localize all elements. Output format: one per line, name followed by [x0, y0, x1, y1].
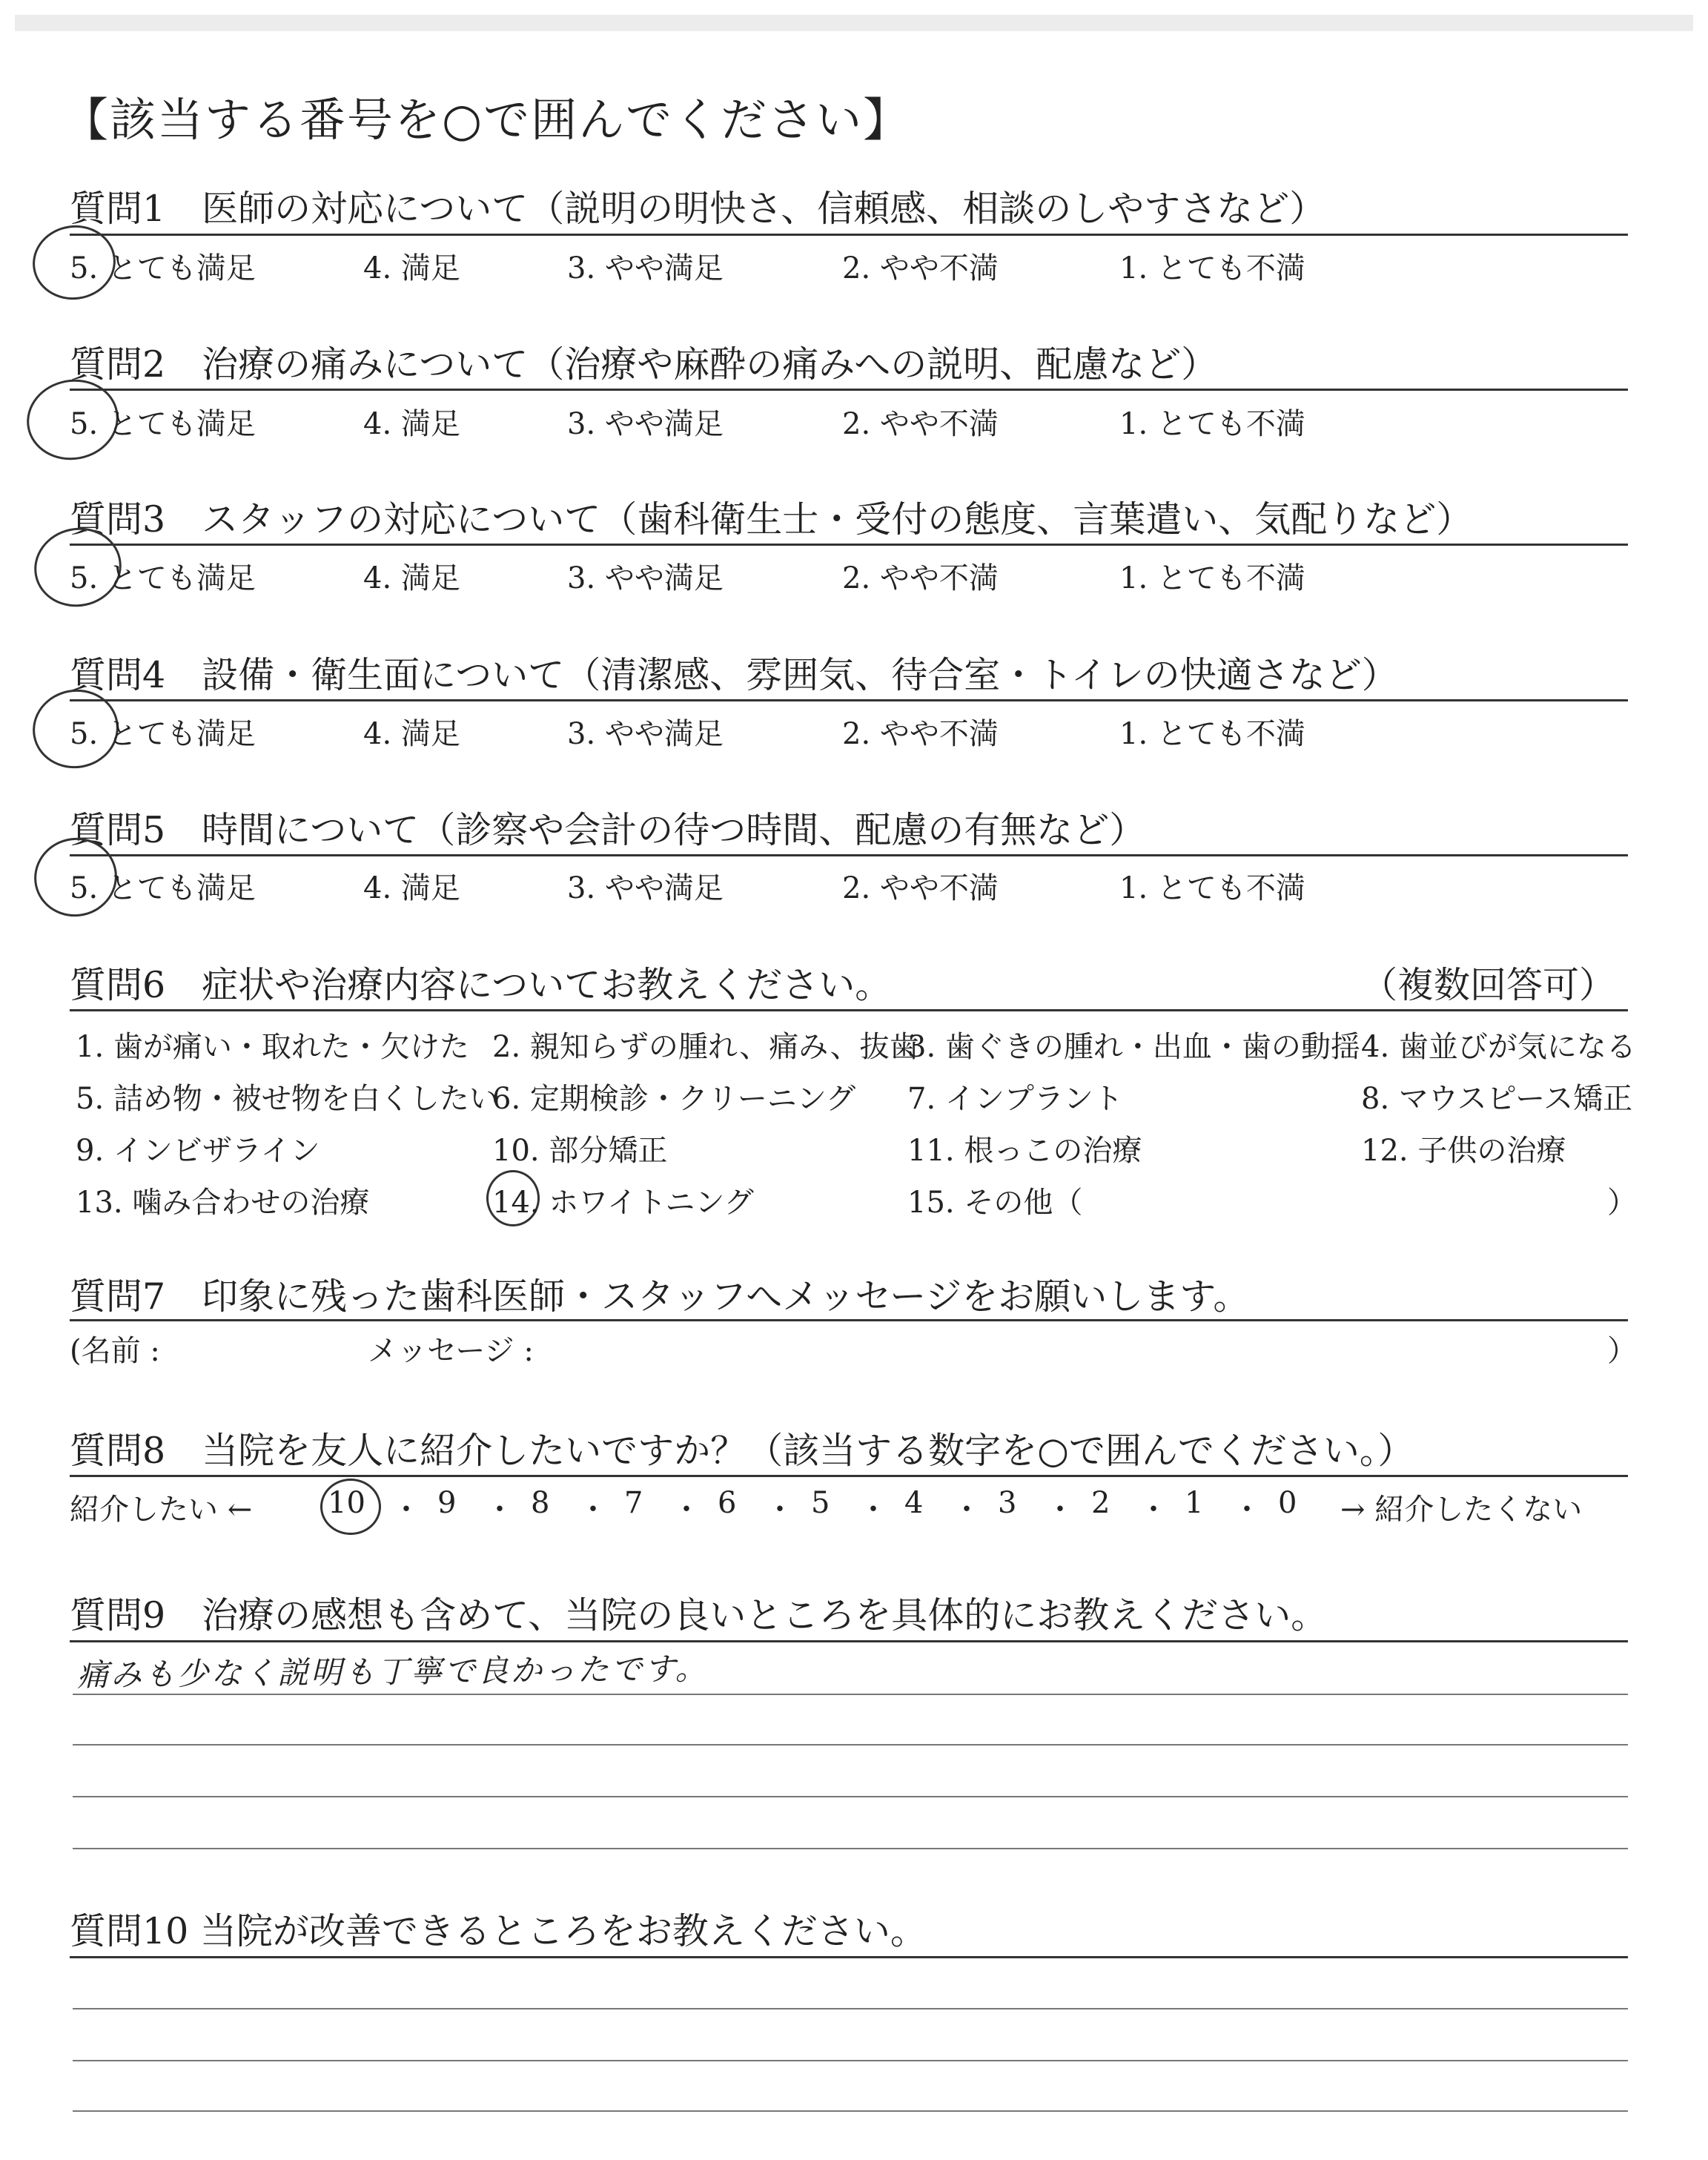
q4-option-4[interactable]: 4. 満足 — [363, 717, 460, 751]
q6-item-2[interactable]: 2. 親知らずの腫れ、痛み、抜歯 — [492, 1030, 919, 1064]
q8-dot: ・ — [1045, 1493, 1075, 1527]
question-9-label: 質問9 治療の感想も含めて、当院の良いところを具体的にお教えください。 — [70, 1594, 1328, 1636]
q3-option-1[interactable]: 1. とても不満 — [1119, 561, 1305, 595]
q6-item-5[interactable]: 5. 詰め物・被せ物を白くしたい — [76, 1082, 499, 1116]
q2-option-3[interactable]: 3. やや満足 — [567, 407, 724, 441]
q8-scale-6[interactable]: 6 — [718, 1486, 737, 1520]
q4-option-5[interactable]: 5. とても満足 — [70, 717, 256, 751]
q8-scale-2[interactable]: 2 — [1091, 1486, 1110, 1520]
answer-line — [73, 2060, 1628, 2061]
q6-item-4[interactable]: 4. 歯並びが気になる — [1361, 1030, 1636, 1064]
answer-line — [73, 1744, 1628, 1745]
q5-option-3[interactable]: 3. やや満足 — [567, 871, 724, 905]
q5-option-2[interactable]: 2. やや不満 — [842, 871, 999, 905]
question-7-rule — [70, 1319, 1628, 1321]
q5-option-1[interactable]: 1. とても不満 — [1119, 871, 1305, 905]
q8-scale-10[interactable]: 10 — [328, 1486, 365, 1520]
q1-option-3[interactable]: 3. やや満足 — [567, 251, 724, 285]
q8-dot: ・ — [1232, 1493, 1262, 1527]
question-6-rule — [70, 1009, 1628, 1011]
q6-item-6[interactable]: 6. 定期検診・クリーニング — [492, 1082, 856, 1116]
q8-scale-9[interactable]: 9 — [437, 1486, 457, 1520]
q6-item-15-close: ） — [1607, 1186, 1637, 1220]
q2-option-2[interactable]: 2. やや不満 — [842, 407, 999, 441]
question-2-label: 質問2 治療の痛みについて（治療や麻酔の痛みへの説明、配慮など） — [70, 343, 1218, 386]
question-2-rule — [70, 389, 1628, 391]
q8-left-label: 紹介したい ← — [70, 1493, 253, 1527]
q8-right-label: → 紹介したくない — [1340, 1493, 1583, 1527]
question-6-label: 質問6 症状や治療内容についてお教えください。 — [70, 964, 892, 1006]
q2-option-5[interactable]: 5. とても満足 — [70, 407, 256, 441]
q3-option-5[interactable]: 5. とても満足 — [70, 561, 256, 595]
q6-item-1[interactable]: 1. 歯が痛い・取れた・欠けた — [76, 1030, 469, 1064]
question-6-note: （複数回答可） — [1361, 964, 1616, 1006]
q1-option-5[interactable]: 5. とても満足 — [70, 251, 256, 285]
q6-item-10[interactable]: 10. 部分矯正 — [492, 1134, 668, 1168]
question-8-rule — [70, 1475, 1628, 1477]
question-8-label: 質問8 当院を友人に紹介したいですか？（該当する数字を○で囲んでください。） — [70, 1430, 1414, 1472]
q8-dot: ・ — [952, 1493, 982, 1527]
q8-dot: ・ — [672, 1493, 701, 1527]
q6-item-9[interactable]: 9. インビザライン — [76, 1134, 320, 1168]
q2-option-4[interactable]: 4. 満足 — [363, 407, 460, 441]
question-1-rule — [70, 234, 1628, 236]
question-1-label: 質問1 医師の対応について（説明の明快さ、信頼感、相談のしやすさなど） — [70, 188, 1326, 230]
q3-option-2[interactable]: 2. やや不満 — [842, 561, 999, 595]
q1-option-1[interactable]: 1. とても不満 — [1119, 251, 1305, 285]
q7-name-label: (名前 : — [70, 1334, 160, 1368]
q1-option-4[interactable]: 4. 満足 — [363, 251, 460, 285]
question-7-label: 質問7 印象に残った歯科医師・スタッフへメッセージをお願いします。 — [70, 1275, 1250, 1318]
q8-dot: ・ — [578, 1493, 608, 1527]
q4-option-2[interactable]: 2. やや不満 — [842, 717, 999, 751]
answer-line — [73, 1848, 1628, 1849]
q8-scale-1[interactable]: 1 — [1185, 1486, 1204, 1520]
q8-dot: ・ — [391, 1493, 421, 1527]
q7-message-label: メッセージ : — [368, 1334, 534, 1368]
question-9-rule — [70, 1640, 1628, 1642]
q6-item-11[interactable]: 11. 根っこの治療 — [907, 1134, 1142, 1168]
answer-line — [73, 1694, 1628, 1695]
answer-line — [73, 2008, 1628, 2009]
q8-scale-8[interactable]: 8 — [531, 1486, 550, 1520]
q6-item-3[interactable]: 3. 歯ぐきの腫れ・出血・歯の動揺 — [907, 1030, 1360, 1064]
question-10-rule — [70, 1956, 1628, 1958]
q7-close: ） — [1607, 1334, 1637, 1368]
q2-option-1[interactable]: 1. とても不満 — [1119, 407, 1305, 441]
q8-scale-3[interactable]: 3 — [998, 1486, 1017, 1520]
answer-line — [73, 2110, 1628, 2112]
q5-option-5[interactable]: 5. とても満足 — [70, 871, 256, 905]
question-10-label: 質問10 当院が改善できるところをお教えください。 — [70, 1910, 927, 1952]
question-3-rule — [70, 544, 1628, 546]
q5-option-4[interactable]: 4. 満足 — [363, 871, 460, 905]
answer-line — [73, 1796, 1628, 1797]
q3-option-3[interactable]: 3. やや満足 — [567, 561, 724, 595]
q8-scale-7[interactable]: 7 — [624, 1486, 643, 1520]
q4-option-1[interactable]: 1. とても不満 — [1119, 717, 1305, 751]
q8-scale-5[interactable]: 5 — [811, 1486, 830, 1520]
q8-dot: ・ — [765, 1493, 795, 1527]
q8-dot: ・ — [858, 1493, 888, 1527]
q6-item-8[interactable]: 8. マウスピース矯正 — [1361, 1082, 1633, 1116]
question-4-rule — [70, 699, 1628, 701]
question-5-label: 質問5 時間について（診察や会計の待つ時間、配慮の有無など） — [70, 809, 1146, 851]
q6-item-12[interactable]: 12. 子供の治療 — [1361, 1134, 1566, 1168]
q1-option-2[interactable]: 2. やや不満 — [842, 251, 999, 285]
question-4-label: 質問4 設備・衛生面について（清潔感、雰囲気、待合室・トイレの快適さなど） — [70, 654, 1398, 696]
q3-option-4[interactable]: 4. 満足 — [363, 561, 460, 595]
q8-scale-4[interactable]: 4 — [904, 1486, 924, 1520]
q6-item-13[interactable]: 13. 噛み合わせの治療 — [76, 1186, 370, 1220]
q6-item-14[interactable]: 14. ホワイトニング — [492, 1186, 754, 1220]
question-3-label: 質問3 スタッフの対応について（歯科衛生士・受付の態度、言葉遣い、気配りなど） — [70, 498, 1473, 541]
q8-scale-0[interactable]: 0 — [1278, 1486, 1297, 1520]
q6-item-15[interactable]: 15. その他（ — [907, 1186, 1083, 1220]
scan-edge — [15, 15, 1693, 31]
q8-dot: ・ — [1139, 1493, 1168, 1527]
q8-dot: ・ — [485, 1493, 514, 1527]
q4-option-3[interactable]: 3. やや満足 — [567, 717, 724, 751]
q9-handwritten-answer[interactable]: 痛みも少なく説明も丁寧で良かったです。 — [76, 1650, 709, 1694]
page-title: 【該当する番号を○で囲んでください】 — [62, 93, 911, 147]
q6-item-7[interactable]: 7. インプラント — [907, 1082, 1123, 1116]
question-5-rule — [70, 854, 1628, 856]
